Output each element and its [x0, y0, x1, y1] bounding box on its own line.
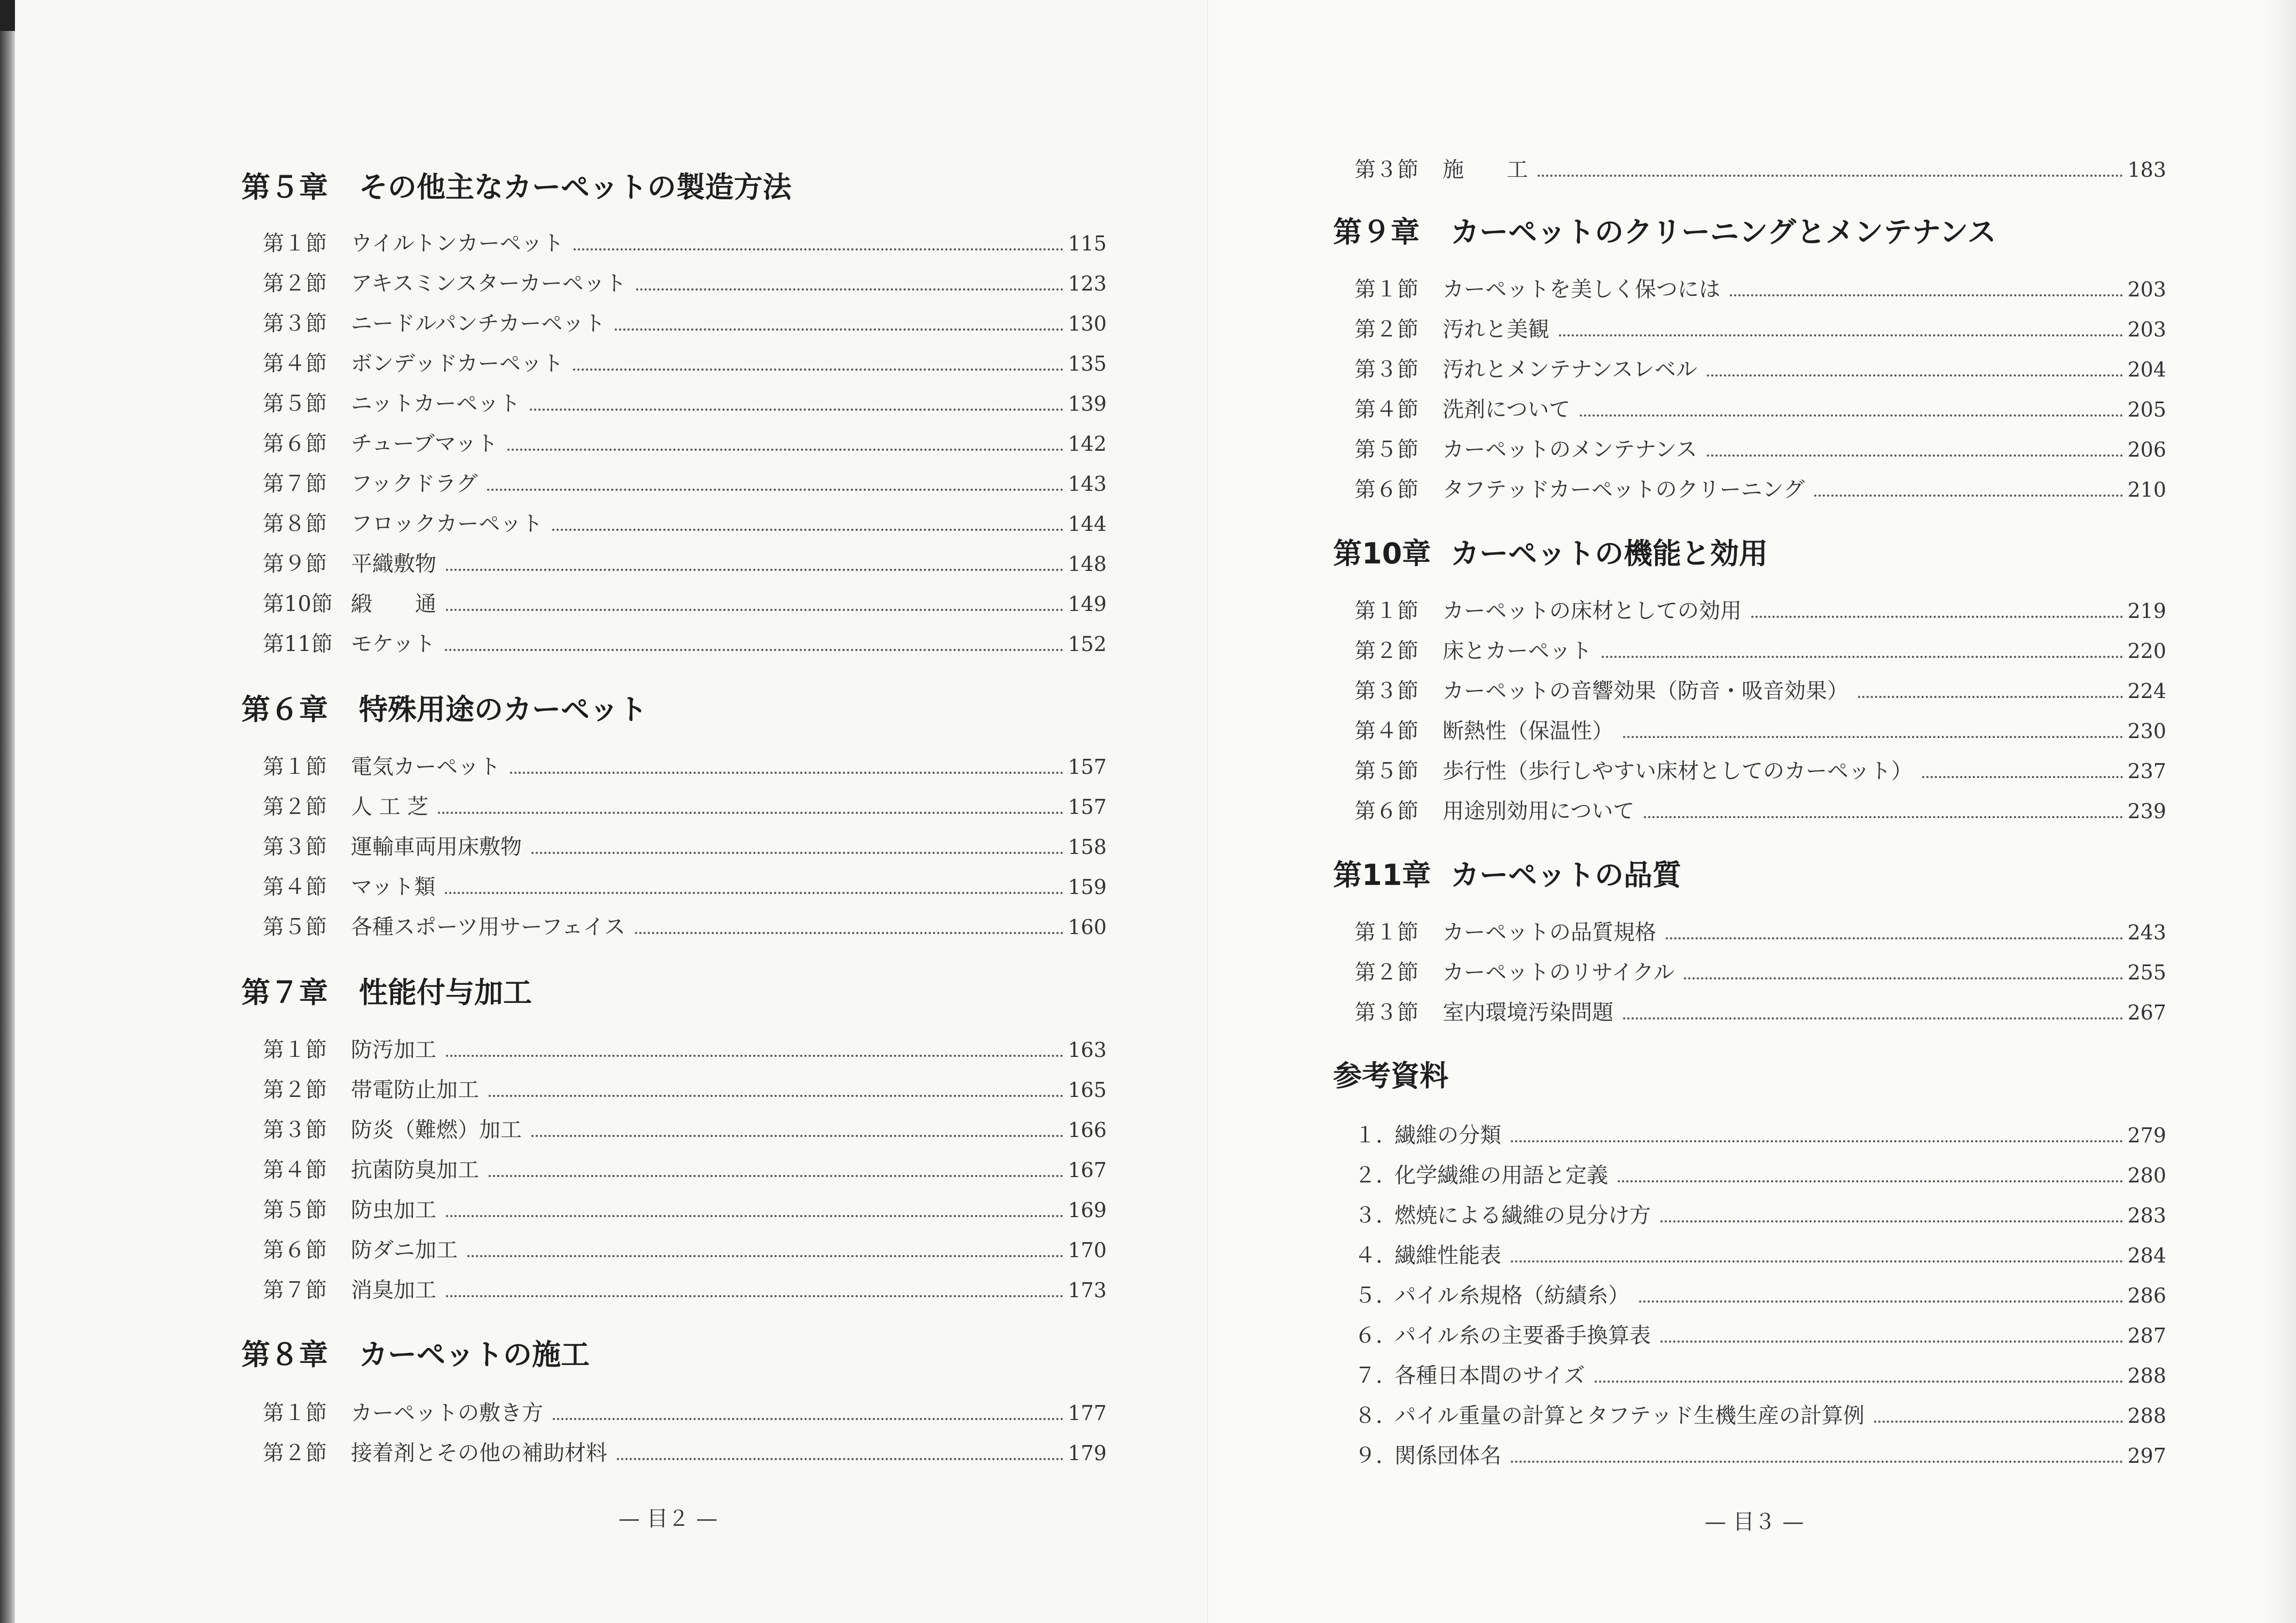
item-label: ７． — [1354, 1363, 1397, 1388]
item-label: ４． — [1354, 1243, 1397, 1268]
page-number: 283 — [2127, 1204, 2166, 1227]
chapter-title: 特殊用途のカーペット — [359, 693, 647, 726]
toc-entry[interactable] — [1354, 1439, 2166, 1469]
toc-entry[interactable] — [1354, 312, 2166, 343]
page-number: 170 — [1068, 1238, 1107, 1262]
page-footer: — 目２ — — [618, 1507, 718, 1531]
section-label: 第２節 — [1354, 639, 1419, 663]
section-label: 第２節 — [263, 795, 327, 819]
toc-entry[interactable] — [1354, 674, 2166, 704]
toc-entry[interactable] — [1354, 955, 2166, 986]
section-label: 第４節 — [1354, 397, 1419, 422]
dot-leader — [1639, 1300, 2123, 1303]
section-label: 第３節 — [1354, 679, 1419, 703]
page-number: 179 — [1068, 1441, 1107, 1465]
dot-leader — [636, 288, 1064, 291]
section-title: 防ダニ加工 — [351, 1238, 458, 1263]
toc-entry[interactable] — [1354, 634, 2166, 664]
chapter-number: 第６章 — [241, 693, 328, 726]
section-title: カーペットの床材としての効用 — [1443, 599, 1742, 623]
references-heading: 参考資料 — [1333, 1059, 1448, 1093]
toc-entry[interactable] — [1354, 1319, 2166, 1349]
section-label: 第１節 — [1354, 277, 1419, 302]
toc-entry[interactable] — [1354, 1198, 2166, 1229]
dot-leader — [1922, 776, 2123, 778]
section-label: 第10節 — [263, 592, 333, 616]
section-label: 第２節 — [263, 271, 327, 296]
page-number: 237 — [2127, 759, 2166, 783]
section-title: カーペットのリサイクル — [1443, 960, 1675, 985]
section-label: 第４節 — [263, 875, 327, 899]
dot-leader — [1751, 616, 2123, 618]
toc-entry[interactable] — [1354, 272, 2166, 303]
chapter-number: 第７章 — [241, 976, 328, 1009]
page-number: 144 — [1068, 512, 1107, 536]
section-label: 第１節 — [1354, 920, 1419, 945]
section-title: 用途別効用について — [1443, 799, 1635, 824]
dot-leader — [552, 529, 1063, 531]
page-number: 288 — [2127, 1364, 2166, 1387]
page-number: 163 — [1068, 1038, 1107, 1062]
item-title: 繊維性能表 — [1394, 1243, 1501, 1268]
dot-leader — [446, 1055, 1063, 1057]
section-label: 第３節 — [1354, 158, 1419, 182]
section-label: 第２節 — [263, 1078, 327, 1102]
toc-entry[interactable] — [1354, 393, 2166, 423]
toc-entry[interactable] — [1354, 714, 2166, 744]
item-label: ２． — [1354, 1163, 1397, 1188]
dot-leader — [1595, 1381, 2123, 1383]
page-number: 206 — [2127, 438, 2166, 461]
dot-leader — [1511, 1140, 2123, 1142]
section-title: ニットカーペット — [351, 391, 521, 416]
dot-leader — [445, 649, 1063, 651]
dot-leader — [1660, 1340, 2123, 1343]
section-label: 第４節 — [1354, 719, 1419, 743]
section-title: カーペットの音響効果（防音・吸音効果） — [1443, 679, 1848, 703]
toc-entry[interactable] — [263, 387, 1107, 417]
section-title: 防炎（難燃）加工 — [351, 1118, 522, 1142]
page-number: 173 — [1068, 1279, 1107, 1302]
chapter-title: 性能付与加工 — [359, 976, 532, 1009]
page-footer: — 目３ — — [1705, 1510, 1804, 1534]
dot-leader — [1511, 1461, 2123, 1463]
dot-leader — [1618, 1180, 2123, 1182]
item-label: １． — [1354, 1123, 1397, 1148]
dot-leader — [1874, 1421, 2123, 1423]
page-number: 165 — [1068, 1078, 1107, 1102]
section-title: 緞 通 — [351, 592, 436, 616]
toc-entry[interactable] — [263, 1273, 1107, 1304]
section-title: チューブマット — [351, 432, 498, 456]
toc-entry[interactable] — [263, 307, 1107, 337]
section-title: 床とカーペット — [1443, 639, 1592, 663]
page-number: 267 — [2127, 1001, 2166, 1024]
section-title: 平織敷物 — [351, 552, 436, 576]
chapter-number: 第10章 — [1333, 537, 1431, 570]
toc-entry[interactable] — [263, 1193, 1107, 1224]
page-number: 224 — [2127, 679, 2166, 703]
toc-entry[interactable] — [263, 1396, 1107, 1426]
dot-leader — [487, 489, 1063, 491]
section-title: 断熱性（保温性） — [1443, 719, 1613, 743]
toc-entry[interactable] — [263, 870, 1107, 900]
item-label: ５． — [1354, 1283, 1397, 1308]
item-label: ９． — [1354, 1444, 1397, 1468]
section-label: 第６節 — [1354, 477, 1419, 502]
section-title: 接着剤とその他の補助材料 — [351, 1441, 607, 1465]
dot-leader — [489, 1175, 1063, 1177]
section-label: 第３節 — [263, 311, 327, 336]
dot-leader — [531, 1135, 1063, 1137]
dot-leader — [1538, 175, 2123, 177]
section-label: 第３節 — [263, 1118, 327, 1142]
toc-entry[interactable] — [1354, 915, 2166, 946]
dot-leader — [1580, 414, 2123, 417]
item-label: ６． — [1354, 1323, 1397, 1348]
dot-leader — [1707, 374, 2123, 377]
dot-leader — [573, 368, 1063, 371]
toc-entry[interactable] — [263, 910, 1107, 940]
page-number: 152 — [1068, 632, 1107, 656]
item-title: パイル糸の主要番手換算表 — [1394, 1323, 1651, 1348]
section-label: 第６節 — [263, 1238, 327, 1263]
dot-leader — [1623, 736, 2123, 738]
toc-entry[interactable] — [1354, 1158, 2166, 1189]
section-title: カーペットの敷き方 — [351, 1401, 543, 1425]
page-number: 203 — [2127, 318, 2166, 341]
page-number: 139 — [1068, 392, 1107, 415]
toc-entry[interactable] — [263, 1436, 1107, 1467]
page-number: 210 — [2127, 478, 2166, 501]
toc-entry[interactable] — [1354, 352, 2166, 383]
page-number: 280 — [2127, 1164, 2166, 1187]
page-number: 279 — [2127, 1124, 2166, 1147]
toc-entry[interactable] — [1354, 1399, 2166, 1429]
right-page — [1208, 0, 2296, 1623]
toc-entry[interactable] — [1354, 754, 2166, 785]
page-number: 149 — [1068, 592, 1107, 616]
chapter-title: カーペットの施工 — [359, 1338, 590, 1371]
dot-leader — [446, 609, 1063, 611]
toc-entry[interactable] — [1354, 995, 2166, 1026]
page-number: 159 — [1068, 875, 1107, 899]
page-number: 177 — [1068, 1401, 1107, 1425]
dot-leader — [467, 1255, 1063, 1257]
section-label: 第３節 — [1354, 357, 1419, 382]
page-number: 205 — [2127, 398, 2166, 421]
dot-leader — [438, 812, 1063, 814]
section-title: カーペットの品質規格 — [1443, 920, 1656, 945]
page-number: 220 — [2127, 639, 2166, 663]
toc-entry[interactable] — [1354, 594, 2166, 624]
dot-leader — [446, 1215, 1063, 1217]
page-number: 286 — [2127, 1284, 2166, 1307]
chapter-heading — [241, 164, 792, 206]
chapter-heading — [241, 970, 532, 1011]
page-number: 157 — [1068, 795, 1107, 819]
page-number: 142 — [1068, 432, 1107, 456]
toc-entry[interactable] — [1354, 473, 2166, 503]
dot-leader — [1684, 977, 2123, 979]
dot-leader — [531, 852, 1063, 854]
toc-entry[interactable] — [263, 627, 1107, 657]
chapter-title: カーペットの品質 — [1451, 858, 1681, 892]
section-title: ウイルトンカーペット — [351, 231, 564, 256]
section-title: 防虫加工 — [351, 1198, 436, 1222]
page-number: 123 — [1068, 272, 1107, 295]
section-title: 電気カーペット — [351, 755, 500, 779]
page-number: 255 — [2127, 961, 2166, 984]
section-title: モケット — [351, 632, 435, 656]
page-number: 288 — [2127, 1404, 2166, 1428]
dot-leader — [1559, 334, 2123, 336]
page-number: 169 — [1068, 1198, 1107, 1222]
dot-leader — [1623, 1017, 2123, 1020]
dot-leader — [510, 772, 1063, 774]
toc-entry[interactable] — [263, 830, 1107, 860]
toc-entry[interactable] — [1354, 433, 2166, 463]
dot-leader — [615, 328, 1063, 331]
item-title: パイル糸規格（紡績糸） — [1394, 1283, 1629, 1308]
section-label: 第５節 — [1354, 759, 1419, 783]
toc-entry[interactable] — [263, 790, 1107, 820]
page-number: 230 — [2127, 719, 2166, 743]
page-number: 148 — [1068, 552, 1107, 576]
dot-leader — [1602, 656, 2123, 658]
toc-entry[interactable] — [263, 266, 1107, 297]
section-label: 第１節 — [263, 755, 327, 779]
section-label: 第３節 — [263, 835, 327, 859]
dot-leader — [617, 1458, 1063, 1460]
section-title: フックドラグ — [351, 472, 478, 496]
chapter-heading — [241, 687, 647, 728]
item-title: 化学繊維の用語と定義 — [1394, 1163, 1608, 1188]
section-label: 第11節 — [263, 632, 333, 656]
item-label: ８． — [1354, 1404, 1397, 1428]
section-title: ニードルパンチカーペット — [351, 311, 606, 336]
page-number: 160 — [1068, 915, 1107, 939]
section-label: 第３節 — [1354, 1000, 1419, 1025]
page-number: 243 — [2127, 921, 2166, 944]
toc-entry[interactable] — [1354, 794, 2166, 825]
page-number: 167 — [1068, 1158, 1107, 1182]
section-label: 第１節 — [1354, 599, 1419, 623]
section-title: 施 工 — [1443, 158, 1528, 182]
dot-leader — [1644, 816, 2123, 818]
dot-leader — [1814, 495, 2123, 497]
dot-leader — [446, 569, 1063, 571]
chapter-title: カーペットのクリーニングとメンテナンス — [1451, 215, 1996, 249]
section-label: 第６節 — [1354, 799, 1419, 824]
chapter-heading — [1333, 209, 1996, 250]
page-number: 203 — [2127, 278, 2166, 301]
dot-leader — [635, 932, 1063, 934]
page-number: 115 — [1068, 232, 1107, 255]
scan-edge — [0, 0, 15, 1623]
page-number: 135 — [1068, 352, 1107, 375]
section-title: 室内環境汚染問題 — [1443, 1000, 1613, 1025]
page-number: 158 — [1068, 835, 1107, 859]
page-number: 239 — [2127, 799, 2166, 823]
dot-leader — [1858, 696, 2123, 698]
section-title: 汚れと美観 — [1443, 317, 1549, 342]
section-title: 各種スポーツ用サーフェイス — [351, 915, 625, 939]
chapter-number: 第11章 — [1333, 858, 1431, 892]
section-title: 人 工 芝 — [351, 795, 429, 819]
chapter-heading — [1333, 852, 1681, 893]
item-title: 繊維の分類 — [1394, 1123, 1501, 1148]
dot-leader — [445, 892, 1063, 894]
section-title: 洗剤について — [1443, 397, 1571, 422]
section-label: 第４節 — [263, 351, 327, 376]
section-title: 抗菌防臭加工 — [351, 1158, 479, 1182]
section-label: 第２節 — [263, 1441, 327, 1465]
dot-leader — [1511, 1260, 2123, 1263]
dot-leader — [553, 1418, 1063, 1420]
page-number: 183 — [2127, 158, 2166, 182]
toc-entry[interactable] — [263, 1033, 1107, 1063]
page-number: 157 — [1068, 755, 1107, 779]
toc-entry[interactable] — [263, 1153, 1107, 1183]
toc-entry[interactable] — [263, 347, 1107, 377]
section-title: カーペットを美しく保つには — [1443, 277, 1720, 302]
section-label: 第２節 — [1354, 317, 1419, 342]
item-label: ３． — [1354, 1203, 1397, 1228]
page-number: 287 — [2127, 1324, 2166, 1347]
chapter-heading — [1333, 531, 1768, 572]
toc-entry[interactable] — [263, 1073, 1107, 1103]
section-label: 第６節 — [263, 432, 327, 456]
toc-entry[interactable] — [1354, 153, 2166, 183]
page-number: 130 — [1068, 312, 1107, 335]
page-number: 143 — [1068, 472, 1107, 496]
toc-entry[interactable] — [263, 750, 1107, 780]
dot-leader — [507, 449, 1063, 451]
toc-entry[interactable] — [263, 427, 1107, 457]
page-edge-shadow — [2264, 0, 2296, 1623]
dot-leader — [489, 1095, 1063, 1097]
section-title: ボンデッドカーペット — [351, 351, 563, 376]
page-number: 284 — [2127, 1244, 2166, 1267]
toc-entry[interactable] — [263, 467, 1107, 497]
chapter-number: 第８章 — [241, 1338, 328, 1371]
chapter-title: その他主なカーペットの製造方法 — [359, 170, 792, 204]
section-label: 第１節 — [263, 231, 327, 256]
section-label: 第７節 — [263, 472, 327, 496]
section-label: 第７節 — [263, 1278, 327, 1303]
left-page — [15, 0, 1207, 1623]
chapter-number: 第５章 — [241, 170, 328, 204]
chapter-heading — [241, 1332, 590, 1373]
toc-entry[interactable] — [263, 1233, 1107, 1264]
section-title: マット類 — [351, 875, 436, 899]
toc-entry[interactable] — [1354, 1279, 2166, 1309]
section-label: 第５節 — [1354, 437, 1419, 462]
page-number: 204 — [2127, 358, 2166, 381]
dot-leader — [530, 409, 1063, 411]
toc-entry[interactable] — [1354, 1118, 2166, 1149]
section-label: 第２節 — [1354, 960, 1419, 985]
dot-leader — [1666, 937, 2123, 939]
section-label: 第５節 — [263, 391, 327, 416]
section-label: 第８節 — [263, 512, 327, 536]
section-title: 消臭加工 — [351, 1278, 436, 1303]
toc-entry[interactable] — [263, 226, 1107, 257]
section-title: タフテッドカーペットのクリーニング — [1443, 477, 1805, 502]
chapter-number: 第９章 — [1333, 215, 1420, 249]
toc-entry[interactable] — [263, 507, 1107, 537]
item-title: 関係団体名 — [1394, 1444, 1501, 1468]
dot-leader — [1660, 1220, 2123, 1222]
dot-leader — [1730, 294, 2123, 296]
section-title: 汚れとメンテナンスレベル — [1443, 357, 1697, 382]
item-title: パイル重量の計算とタフテッド生機生産の計算例 — [1394, 1404, 1864, 1428]
toc-entry[interactable] — [263, 1113, 1107, 1143]
page-number: 166 — [1068, 1118, 1107, 1142]
section-label: 第４節 — [263, 1158, 327, 1182]
section-title: 防汚加工 — [351, 1038, 436, 1062]
dot-leader — [1707, 454, 2123, 457]
section-label: 第１節 — [263, 1401, 327, 1425]
section-label: 第９節 — [263, 552, 327, 576]
section-title: カーペットのメンテナンス — [1443, 437, 1697, 462]
section-title: 運輸車両用床敷物 — [351, 835, 522, 859]
toc-entry[interactable] — [1354, 1359, 2166, 1389]
section-label: 第１節 — [263, 1038, 327, 1062]
item-title: 燃焼による繊維の見分け方 — [1394, 1203, 1651, 1228]
item-title: 各種日本間のサイズ — [1394, 1363, 1585, 1388]
dot-leader — [446, 1295, 1063, 1297]
dot-leader — [574, 248, 1064, 250]
section-title: アキスミンスターカーペット — [351, 271, 626, 296]
toc-entry[interactable] — [263, 587, 1107, 617]
page-number: 297 — [2127, 1444, 2166, 1468]
section-title: 歩行性（歩行しやすい床材としてのカーペット） — [1443, 759, 1913, 783]
toc-entry[interactable] — [263, 547, 1107, 577]
toc-entry[interactable] — [1354, 1238, 2166, 1269]
section-title: 帯電防止加工 — [351, 1078, 479, 1102]
section-label: 第５節 — [263, 915, 327, 939]
section-label: 第５節 — [263, 1198, 327, 1222]
chapter-title: カーペットの機能と効用 — [1451, 537, 1768, 570]
page-number: 219 — [2127, 599, 2166, 623]
section-title: フロックカーペット — [351, 512, 543, 536]
